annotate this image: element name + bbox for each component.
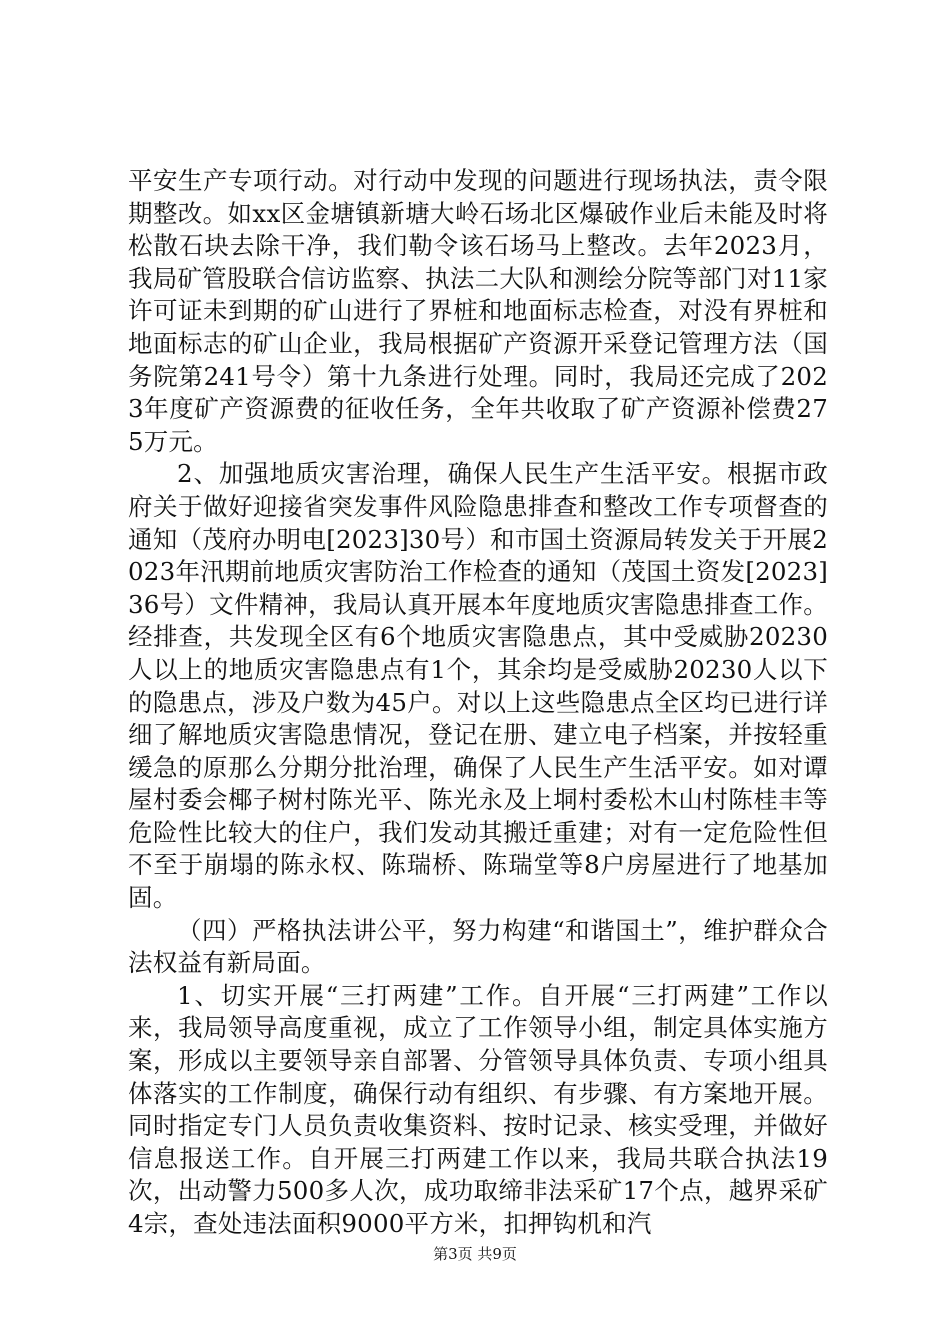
paragraph-geohazard: 2、加强地质灾害治理，确保人民生产生活平安。根据市政府关于做好迎接省突发事件风险隐患排查和整改工作专项督查的通知（茂府办明电[2023]30号）和市国土资源局转发关于开展2023年汛期前地质灾害防治工作检查的通知（茂国土资发[2023]36号）文件精神，我局认真开展本年度地质灾害隐患排查工作。经排查，共发现全区有6个地质灾害隐患点，其中受威胁20230人以上的地质灾害隐患点有1个，其余均是受威胁20230人以下的隐患点，涉及户数为45户。对以上这些隐患点全区均已进行详细了解地质灾害隐患情况，登记在册、建立电子档案，并按轻重缓急的原那么分期分批治理，确保了人民生产生活平安。如对谭屋村委会椰子树村陈光平、陈光永及上垌村委松木山村陈桂丰等危险性比较大的住户，我们发动其搬迁重建；对有一定危险性但不至于崩塌的陈永权、陈瑞桥、陈瑞堂等8户房屋进行了地基加固。 xyxy=(128,459,828,913)
page-footer: 第3页 共9页 xyxy=(433,1245,517,1263)
paragraph-san-da-liang-jian: 1、切实开展“三打两建”工作。自开展“三打两建”工作以来，我局领导高度重视，成立了工作领导小组，制定具体实施方案，形成以主要领导亲自部署、分管领导具体负责、专项小组具体落实的工作制度，确保行动有组织、有步骤、有方案地开展。同时指定专门人员负责收集资料、按时记录、核实受理，并做好信息报送工作。自开展三打两建工作以来，我局共联合执法19次，出动警力500多人次，成功取缔非法采矿17个点，越界采矿4宗，查处违法面积9000平方米，扣押钩机和汽 xyxy=(128,980,828,1238)
paragraph-continued: 平安生产专项行动。对行动中发现的问题进行现场执法，责令限期整改。如xx区金塘镇新塘大岭石场北区爆破作业后未能及时将松散石块去除干净，我们勒令该石场马上整改。去年2023月，我局矿管股联合信访监察、执法二大队和测绘分院等部门对11家许可证未到期的矿山进行了界桩和地面标志检查，对没有界桩和地面标志的矿山企业，我局根据矿产资源开采登记管理方法（国务院第241号令）第十九条进行处理。同时，我局还完成了2023年度矿产资源费的征收任务，全年共收取了矿产资源补偿费275万元。 xyxy=(128,166,828,456)
document-body xyxy=(128,165,828,1241)
section-heading-four: （四）严格执法讲公平，努力构建“和谐国土”，维护群众合法权益有新局面。 xyxy=(128,915,828,978)
